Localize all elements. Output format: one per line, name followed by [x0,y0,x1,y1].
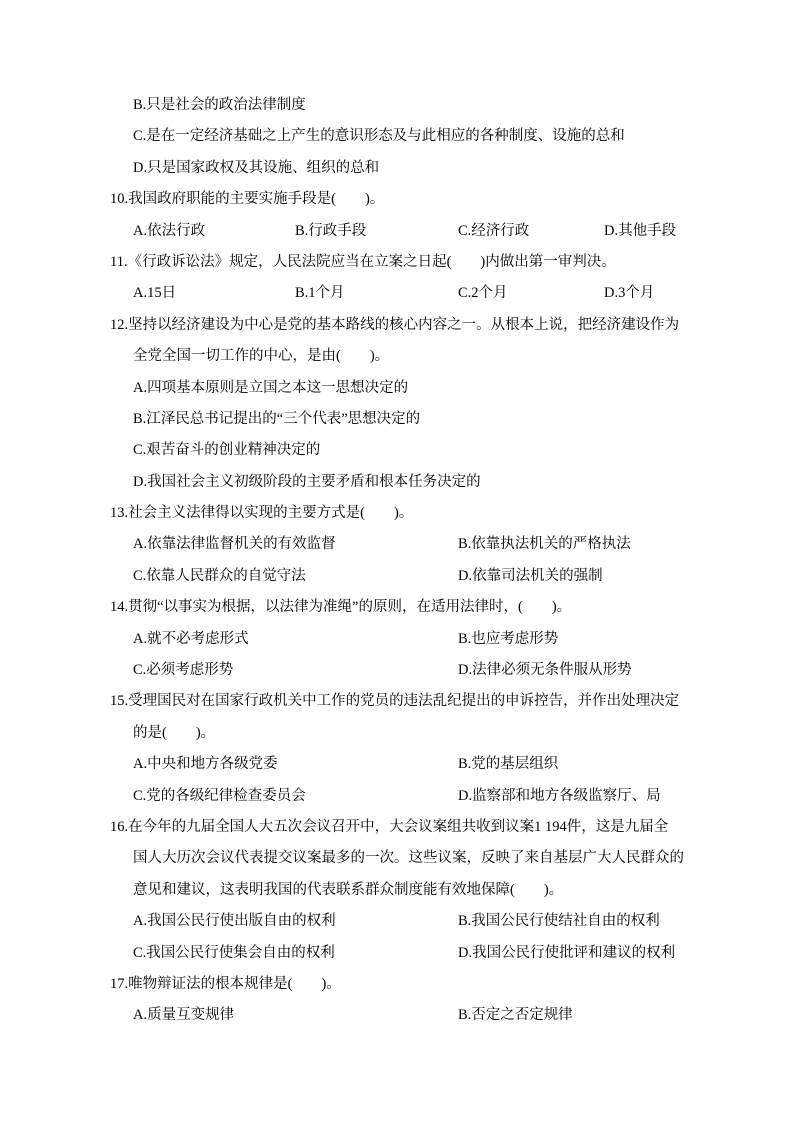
option-cell: B.只是社会的政治法律制度 [133,97,306,113]
option-row [0,561,794,592]
option-cell: B.党的基层组织 [458,756,559,773]
option-cell: A.四项基本原则是立国之本这一思想决定的 [133,379,409,396]
question-continuation-line [0,875,794,906]
question-text: 贯彻“以事实为根据，以法律为准绳”的原则，在适用法律时，( )。 [128,599,572,616]
option-row [0,624,794,655]
option-row [0,655,794,686]
option-cell: C.我国公民行使集会自由的权利 [133,944,335,961]
question-text: 社会主义法律得以实现的主要方式是( )。 [128,505,414,522]
question-line-14 [0,592,794,623]
option-row [0,529,794,560]
question-text: 在今年的九届全国人大五次会议召开中，大会议案组共收到议案1 194件，这是九届全 [128,818,669,835]
question-line-10 [0,184,794,215]
option-cell: D.我国公民行使批评和建议的权利 [458,944,676,961]
question-line-13 [0,498,794,529]
question-text: 我国政府职能的主要实施手段是( )。 [128,191,385,208]
question-text: 意见和建议，这表明我国的代表联系群众制度能有效地保障( )。 [133,881,564,898]
option-row [0,373,794,404]
option-row [0,938,794,969]
question-number: 15. [110,693,129,710]
question-text: 受理国民对在国家行政机关中工作的党员的违法乱纪提出的申诉控告，并作出处理决定 [128,693,680,710]
question-text: 《行政诉讼法》规定，人民法院应当在立案之日起( )内做出第一审判决。 [127,253,616,270]
question-continuation-line [0,843,794,874]
question-number: 13. [110,505,129,522]
question-text: 国人大历次会议代表提交议案最多的一次。这些议案，反映了来自基层广大人民群众的 [133,850,684,867]
question-text: 唯物辩证法的根本规律是( )。 [128,975,341,992]
option-cell: D.我国社会主义初级阶段的主要矛盾和根本任务决定的 [133,473,481,490]
question-line-11 [0,247,794,278]
option-cell: D.法律必须无条件服从形势 [458,662,632,679]
option-row [0,435,794,466]
question-text: 的是( )。 [133,724,216,741]
option-row [0,1000,794,1031]
option-cell: B.也应考虑形势 [458,630,559,647]
option-cell: B.依靠执法机关的严格执法 [458,536,631,553]
option-row [0,781,794,812]
option-cell: B.否定之否定规律 [458,1007,573,1024]
question-continuation-line [0,341,794,372]
option-cell: A.就不必考虑形式 [133,630,249,647]
question-text: 坚持以经济建设为中心是党的基本路线的核心内容之一。从根本上说，把经济建设作为 [128,316,680,333]
question-line-17 [0,969,794,1000]
question-number: 16. [110,818,129,835]
question-number: 11. [110,253,128,270]
option-row [0,278,794,309]
option-row [0,906,794,937]
option-cell: C.艰苦奋斗的创业精神决定的 [133,442,321,459]
question-text: 全党全国一切工作的中心，是由( )。 [133,348,390,365]
option-cell: A.中央和地方各级党委 [133,756,278,773]
option-cell: C.必须考虑形势 [133,662,234,679]
option-cell: A.依法行政 [133,222,206,239]
option-cell: C.依靠人民群众的自觉守法 [133,567,306,584]
option-cell: C.是在一定经济基础之上产生的意识形态及与此相应的各种制度、设施的总和 [133,128,625,145]
option-row [0,90,794,121]
option-cell: D.其他手段 [604,222,677,239]
question-number: 12. [110,316,129,333]
option-cell: A.15日 [133,285,177,302]
option-row [0,153,794,184]
option-cell: D.监察部和地方各级监察厅、局 [458,787,661,804]
option-row [0,216,794,247]
option-row [0,121,794,152]
option-cell: A.我国公民行使出版自由的权利 [133,913,336,930]
question-line-16 [0,812,794,843]
option-cell: C.经济行政 [458,222,530,239]
option-row [0,467,794,498]
option-cell: B.行政手段 [295,222,367,239]
option-cell: B.我国公民行使结社自由的权利 [458,913,660,930]
option-cell: A.依靠法律监督机关的有效监督 [133,536,336,553]
question-continuation-line [0,718,794,749]
question-number: 17. [110,975,129,992]
option-cell: D.只是国家政权及其设施、组织的总和 [133,159,380,176]
option-cell: B.1个月 [295,285,345,302]
option-cell: B.江泽民总书记提出的“三个代表”思想决定的 [133,410,421,427]
question-number: 14. [110,599,129,616]
option-cell: D.依靠司法机关的强制 [458,567,603,584]
option-cell: C.2个月 [458,285,508,302]
option-row [0,749,794,780]
question-line-12 [0,310,794,341]
option-row [0,404,794,435]
option-cell: C.党的各级纪律检查委员会 [133,787,306,804]
question-number: 10. [110,191,129,208]
option-cell: A.质量互变规律 [133,1007,235,1024]
question-line-15 [0,686,794,717]
option-cell: D.3个月 [604,285,655,302]
